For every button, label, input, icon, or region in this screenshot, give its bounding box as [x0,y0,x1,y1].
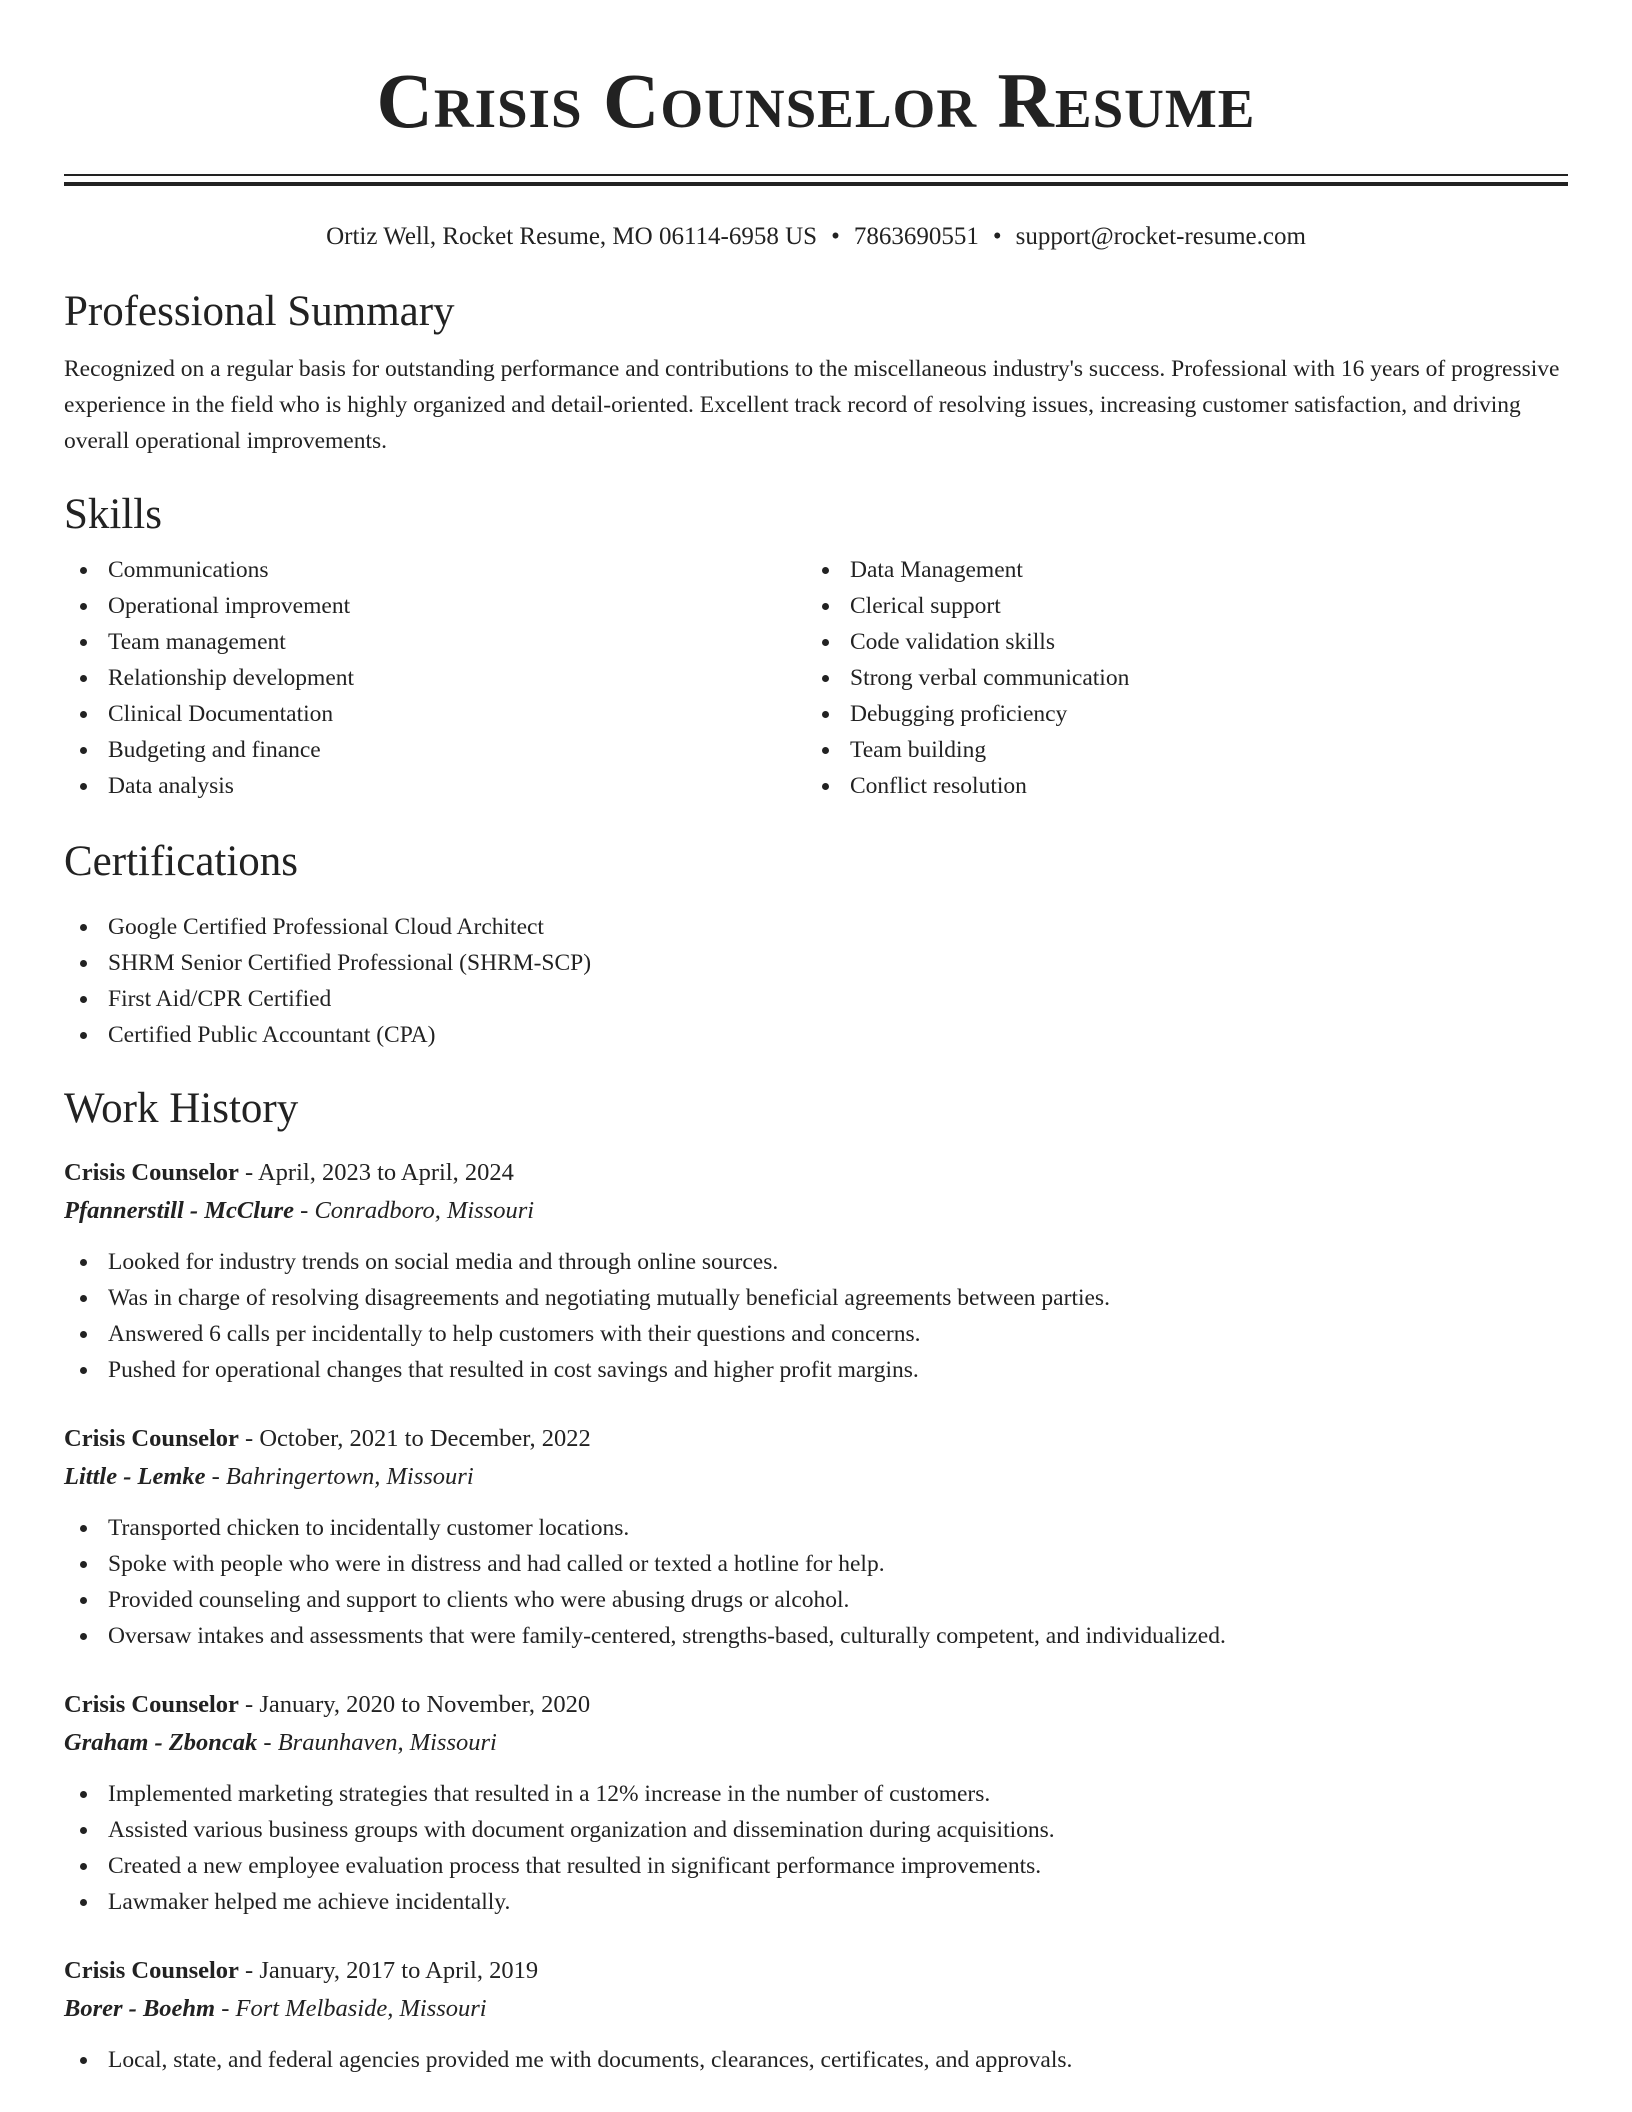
job-entry [64,1952,1568,2078]
job-company: Graham - Zboncak [64,1729,258,1756]
job-role: Crisis Counselor [64,1159,239,1186]
job-duty-item: Provided counseling and support to clients who were abusing drugs or alcohol. [64,1582,1568,1618]
job-duties [64,1244,1568,1388]
skill-item: Strong verbal communication [806,660,1548,696]
skill-item: Operational improvement [64,588,806,624]
job-employer [64,1990,1568,2028]
job-duty-item: Local, state, and federal agencies provided me with documents, clearances, certificates, and approvals. [64,2042,1568,2078]
job-company: Pfannerstill - McClure [64,1197,295,1224]
job-location: - Braunhaven, Missouri [257,1729,497,1756]
skills-column-right [806,552,1548,804]
job-role: Crisis Counselor [64,1957,239,1984]
certification-item: Google Certified Professional Cloud Architect [64,909,1568,945]
job-dates: - January, 2017 to April, 2019 [238,1957,539,1984]
skills-column-left [64,552,806,804]
summary-heading: Professional Summary [64,288,455,335]
job-duty-item: Was in charge of resolving disagreements and negotiating mutually beneficial agreements between parties. [64,1280,1568,1316]
certifications-heading: Certifications [64,838,299,885]
job-dates: - April, 2023 to April, 2024 [238,1159,514,1186]
skill-item: Relationship development [64,660,806,696]
skill-item: Team management [64,624,806,660]
job-duty-item: Looked for industry trends on social media and through online sources. [64,1244,1568,1280]
skill-item: Budgeting and finance [64,732,806,768]
skill-item: Communications [64,552,806,588]
contact-separator: • [992,223,1002,250]
skills-grid [64,552,1568,804]
job-location: - Fort Melbaside, Missouri [215,1995,487,2022]
job-company: Little - Lemke [64,1463,206,1490]
resume-title: Crisis Counselor Resume [376,57,1256,144]
job-duty-item: Spoke with people who were in distress and had called or texted a hotline for help. [64,1546,1568,1582]
contact-line [64,222,1568,252]
job-location: - Bahringertown, Missouri [205,1463,474,1490]
work-history-heading: Work History [64,1085,299,1132]
certification-item: SHRM Senior Certified Professional (SHRM-SCP) [64,945,1568,981]
skill-item: Code validation skills [806,624,1548,660]
job-duty-item: Lawmaker helped me achieve incidentally. [64,1884,1568,1920]
skill-item: Conflict resolution [806,768,1548,804]
job-duty-item: Answered 6 calls per incidentally to help customers with their questions and concerns. [64,1316,1568,1352]
job-header [64,1420,1568,1458]
job-dates: - January, 2020 to November, 2020 [238,1691,591,1718]
contact-separator: • [831,223,840,250]
job-header [64,1952,1568,1990]
job-duties [64,1510,1568,1654]
skills-list-right [806,552,1548,804]
skill-item: Clerical support [806,588,1548,624]
skills-heading: Skills [64,491,162,538]
job-employer [64,1458,1568,1496]
title-divider-thick [64,182,1568,186]
job-entry [64,1154,1568,1388]
contact-email: support@rocket-resume.com [1015,223,1306,250]
job-duty-item: Created a new employee evaluation process that resulted in significant performance improvements. [64,1848,1568,1884]
contact-address: Ortiz Well, Rocket Resume, MO 06114-6958 US [326,223,818,250]
job-duty-item: Assisted various business groups with document organization and dissemination during acquisitions. [64,1812,1568,1848]
skill-item: Data analysis [64,768,806,804]
job-duty-item: Implemented marketing strategies that resulted in a 12% increase in the number of customers. [64,1776,1568,1812]
job-duty-item: Transported chicken to incidentally customer locations. [64,1510,1568,1546]
job-entry [64,1686,1568,1920]
job-role: Crisis Counselor [64,1425,239,1452]
summary-text: Recognized on a regular basis for outstanding performance and contributions to the miscellaneous industry's success. Professional with 16 years of progressive experience in the field who is highly organized and detail-oriented. Excellent track record of resolving issues, increasing customer satisfaction, and driving overall operational improvements. [64,356,1560,454]
certification-item: First Aid/CPR Certified [64,981,1568,1017]
job-dates: - October, 2021 to December, 2022 [238,1425,591,1452]
skill-item: Data Management [806,552,1548,588]
certification-item: Certified Public Accountant (CPA) [64,1017,1568,1053]
contact-phone: 7863690551 [853,223,979,250]
job-company: Borer - Boehm [64,1995,216,2022]
job-header [64,1154,1568,1192]
job-duty-item: Oversaw intakes and assessments that were family-centered, strengths-based, culturally competent, and individualized. [64,1618,1568,1654]
job-entry [64,1420,1568,1654]
skill-item: Debugging proficiency [806,696,1548,732]
job-duties [64,1776,1568,1920]
skill-item: Team building [806,732,1548,768]
job-location: - Conradboro, Missouri [294,1197,535,1224]
title-divider-thin [64,174,1568,176]
job-header [64,1686,1568,1724]
certifications-list [64,909,1568,1053]
job-role: Crisis Counselor [64,1691,239,1718]
job-duties [64,2042,1568,2078]
job-employer [64,1192,1568,1230]
skill-item: Clinical Documentation [64,696,806,732]
job-employer [64,1724,1568,1762]
skills-list-left [64,552,806,804]
job-duty-item: Pushed for operational changes that resulted in cost savings and higher profit margins. [64,1352,1568,1388]
